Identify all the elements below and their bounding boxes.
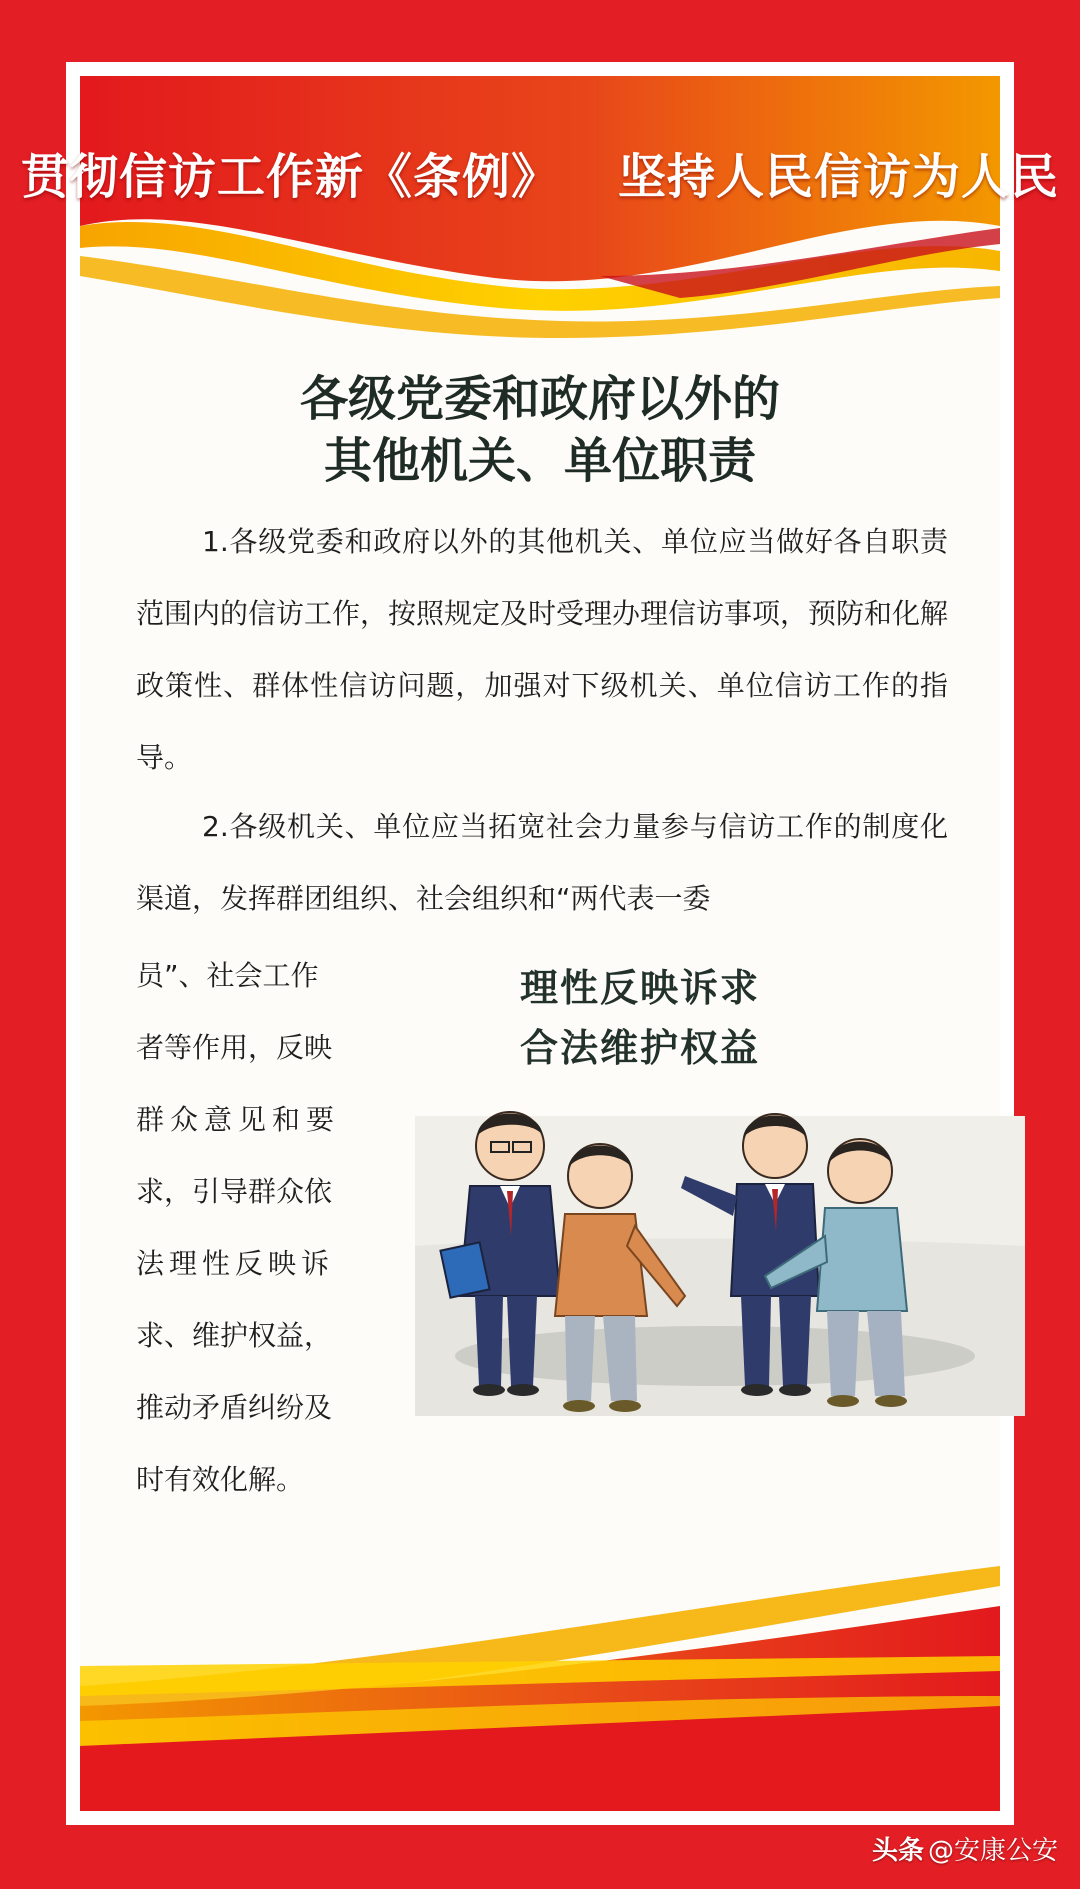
paragraph-2-line: 群众意见和要 xyxy=(136,1103,341,1136)
footer-banner xyxy=(80,1546,1000,1811)
illustration-caption-line2: 合法维护权益 xyxy=(520,1026,761,1070)
paragraph-2 xyxy=(136,791,948,935)
watermark-platform: 头条 xyxy=(871,1836,924,1866)
paragraph-1 xyxy=(136,506,948,794)
header-title xyxy=(20,138,1060,207)
illustration-caption xyxy=(520,958,760,1078)
paragraph-2-line: 员”、社会工作 xyxy=(136,959,319,992)
paragraph-2-continued xyxy=(136,940,366,1516)
section-title-line2: 其他机关、单位职责 xyxy=(323,433,756,489)
paragraph-2-line: 法理性反映诉 xyxy=(136,1247,335,1280)
paragraph-2-line: 求，引导群众依 xyxy=(136,1175,333,1208)
section-title-line1: 各级党委和政府以外的 xyxy=(299,371,780,427)
watermark-account: @安康公安 xyxy=(927,1836,1058,1866)
paragraph-2-text: 2.各级机关、单位应当拓宽社会力量参与信访工作的制度化渠道，发挥群团组织、社会组织和“两代表一委 xyxy=(136,810,948,915)
paragraph-1-text: 1.各级党委和政府以外的其他机关、单位应当做好各自职责范围内的信访工作，按照规定及时受理办理信访事项，预防和化解政策性、群体性信访问题，加强对下级机关、单位信访工作的指导。 xyxy=(136,525,949,774)
paragraph-2-line: 推动矛盾纠纷及 xyxy=(136,1391,333,1424)
section-title xyxy=(80,368,1000,492)
poster-panel xyxy=(20,76,1060,1811)
illustration-caption-line1: 理性反映诉求 xyxy=(520,966,761,1010)
paragraph-2-line: 者等作用，反映 xyxy=(136,1031,333,1064)
header-banner xyxy=(80,76,1000,346)
header-title-left: 贯彻信访工作新《条例》 xyxy=(20,149,560,205)
paragraph-2-line: 求、维护权益， xyxy=(136,1319,333,1352)
watermark xyxy=(872,1830,1058,1867)
header-title-right: 坚持人民信访为人民 xyxy=(618,149,1060,205)
paragraph-2-line: 时有效化解。 xyxy=(136,1463,305,1496)
